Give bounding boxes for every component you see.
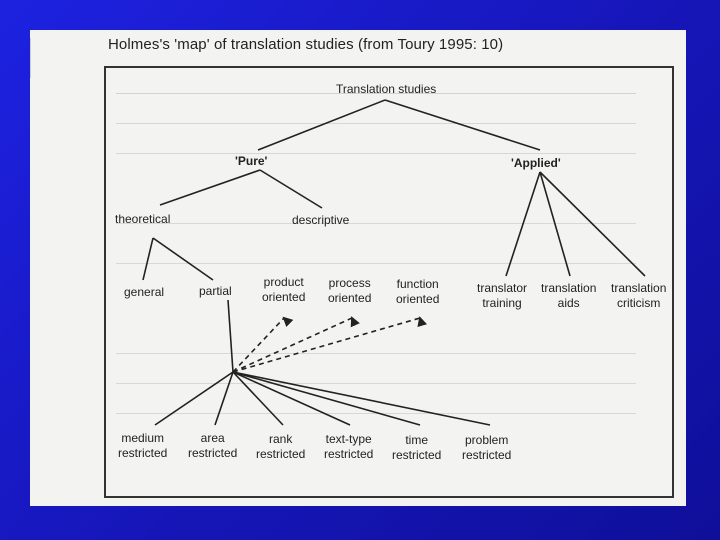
node-general: general [124, 285, 165, 299]
edge-hub-area [215, 372, 233, 425]
node-time-restricted: time restricted [392, 433, 442, 462]
edge-theoretical-partial [153, 238, 213, 280]
edge-root-pure [258, 100, 385, 150]
node-rank-restricted: rank restricted [256, 432, 306, 461]
edge-partial-hub [228, 300, 233, 372]
figure-title: Holmes's 'map' of translation studies (from Toury 1995: 10) [108, 36, 504, 53]
edge-hub-problem [233, 372, 490, 425]
edge-theoretical-general [143, 238, 153, 280]
edge-hub-text-type [233, 372, 350, 425]
node-partial: partial [199, 284, 232, 298]
node-process-oriented: process oriented [328, 276, 372, 305]
edge-root-applied [385, 100, 540, 150]
node-translation-criticism: translation criticism [611, 281, 667, 310]
node-product-oriented: product oriented [262, 275, 306, 304]
edge-applied-training [506, 172, 540, 276]
node-area-restricted: area restricted [188, 431, 238, 460]
node-problem-restricted: problem restricted [462, 433, 512, 462]
edge-pure-theoretical [160, 170, 260, 205]
node-translation-studies: Translation studies [336, 82, 437, 96]
node-descriptive: descriptive [292, 213, 350, 227]
node-theoretical: theoretical [115, 212, 171, 226]
node-medium-restricted: medium restricted [118, 431, 168, 460]
node-text-type-restricted: text-type restricted [324, 432, 374, 461]
node-applied: 'Applied' [511, 156, 561, 170]
node-translator-training: translator training [477, 281, 528, 310]
edge-pure-descriptive [260, 170, 322, 208]
node-pure: 'Pure' [235, 154, 268, 168]
arrow-hub-function [233, 318, 420, 372]
edge-hub-time [233, 372, 420, 425]
node-translation-aids: translation aids [541, 281, 597, 310]
node-function-oriented: function oriented [396, 277, 440, 306]
arrow-hub-product [233, 318, 284, 372]
edge-hub-medium [155, 372, 233, 425]
arrow-hub-process [233, 318, 352, 372]
